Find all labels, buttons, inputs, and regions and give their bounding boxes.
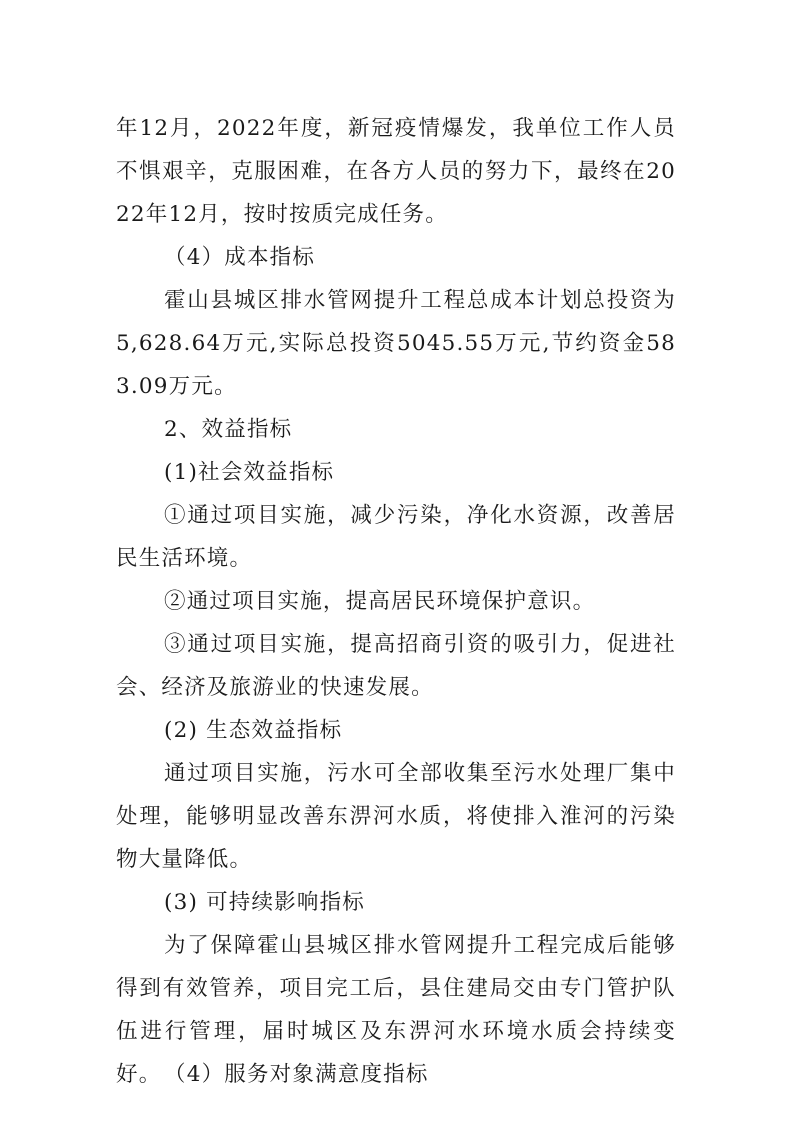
list-item-social-2: ②通过项目实施，提高居民环境保护意识。 <box>164 589 596 614</box>
paragraph-sustainability-details: 为了保障霍山县城区排水管网提升工程完成后能够得到有效管养，项目完工后，县住建局交由专门管护队伍进行管理，届时城区及东淠河水环境水质会持续变好。 <box>116 933 676 1087</box>
heading-benefit-indicators: 2、效益指标 <box>164 417 293 442</box>
list-item-social-3: ③通过项目实施，提高招商引资的吸引力，促进社会、经济及旅游业的快速发展。 <box>116 632 676 700</box>
heading-ecological-benefit: (2) 生态效益指标 <box>164 718 343 743</box>
paragraph-ecological-details: 通过项目实施，污水可全部收集至污水处理厂集中处理，能够明显改善东淠河水质，将使排入淮河的污染物大量降低。 <box>116 761 676 872</box>
heading-social-benefit: (1)社会效益指标 <box>164 460 335 485</box>
heading-sustainability: (3) 可持续影响指标 <box>164 890 365 915</box>
heading-satisfaction: （4）服务对象满意度指标 <box>164 1062 429 1087</box>
heading-cost-indicator: （4）成本指标 <box>164 245 316 270</box>
list-item-social-1: ①通过项目实施，减少污染，净化水资源，改善居民生活环境。 <box>116 503 676 571</box>
paragraph-cost-details: 霍山县城区排水管网提升工程总成本计划总投资为5,628.64万元,实际总投资5045.55万元,节约资金583.09万元。 <box>116 288 676 399</box>
paragraph-schedule-continuation: 年12月，2022年度，新冠疫情爆发，我单位工作人员不惧艰辛，克服困难，在各方人员的努力下，最终在2022年12月，按时按质完成任务。 <box>116 116 676 227</box>
